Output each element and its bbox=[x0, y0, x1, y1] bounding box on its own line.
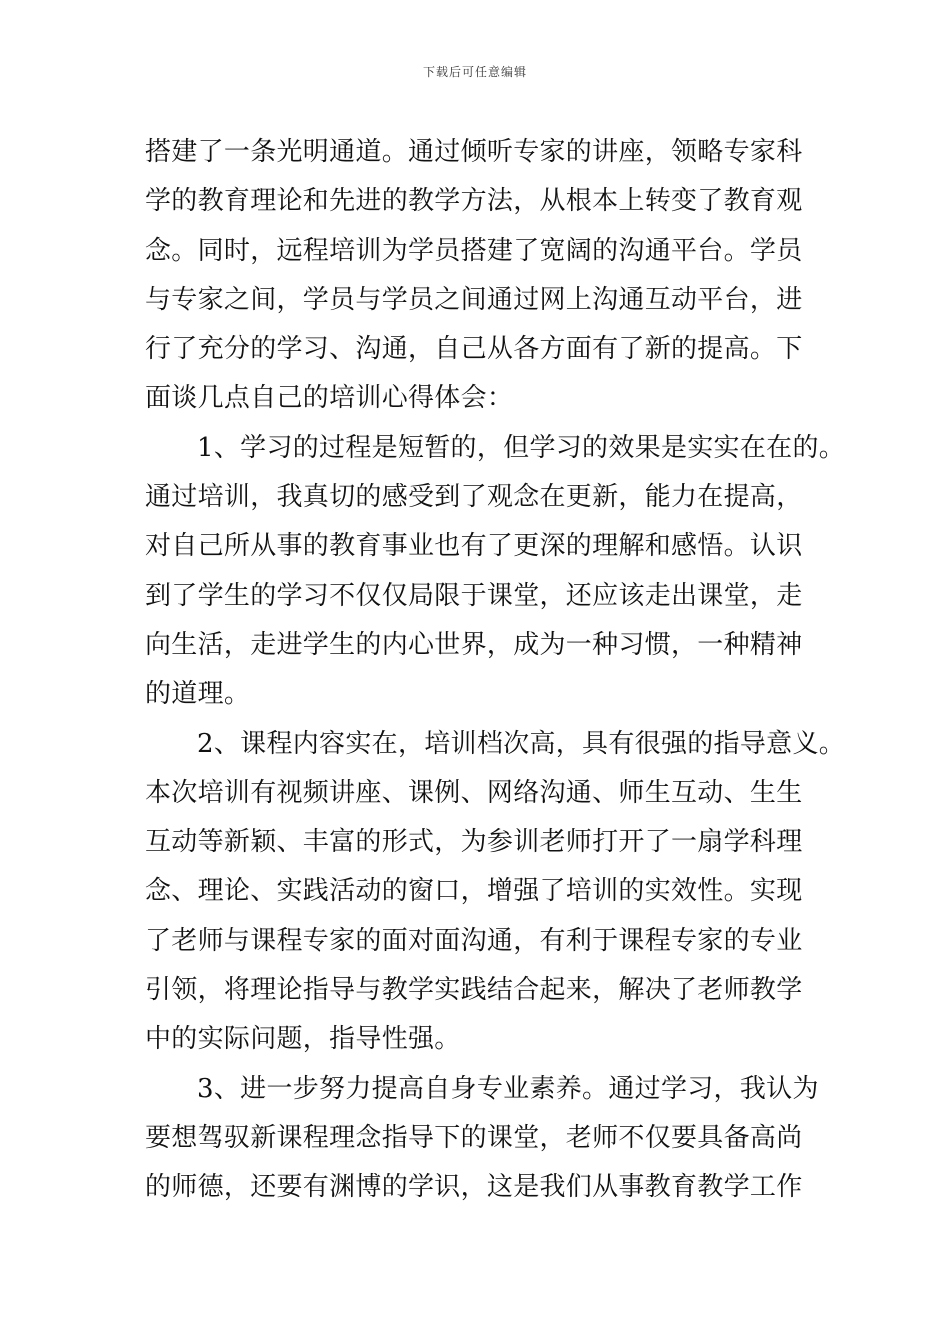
paragraph-first-line: 1、学习的过程是短暂的，但学习的效果是实实在在的。 bbox=[197, 432, 846, 463]
text-line: 搭建了一条光明通道。通过倾听专家的讲座，领略专家科 bbox=[145, 137, 803, 167]
text-line: 与专家之间，学员与学员之间通过网上沟通互动平台，进 bbox=[145, 284, 803, 315]
text-line: 中的实际问题，指导性强。 bbox=[145, 1024, 461, 1055]
text-line: 的师德，还要有渊博的学识，这是我们从事教育教学工作 bbox=[145, 1172, 803, 1203]
text-line: 引领，将理论指导与教学实践结合起来，解决了老师教学 bbox=[145, 975, 803, 1006]
text-line: 对自己所从事的教育事业也有了更深的理解和感悟。认识 bbox=[145, 531, 803, 562]
text-line: 通过培训，我真切的感受到了观念在更新，能力在提高， bbox=[145, 482, 803, 513]
text-line: 本次培训有视频讲座、课例、网络沟通、师生互动、生生 bbox=[145, 777, 803, 808]
text-line: 学的教育理论和先进的教学方法，从根本上转变了教育观 bbox=[145, 186, 803, 217]
text-line: 行了充分的学习、沟通，自己从各方面有了新的提高。下 bbox=[145, 334, 803, 365]
text-line: 了老师与课程专家的面对面沟通，有利于课程专家的专业 bbox=[145, 925, 803, 956]
text-line: 到了学生的学习不仅仅局限于课堂，还应该走出课堂，走 bbox=[145, 580, 803, 611]
paragraph-first-line: 3、进一步努力提高自身专业素养。通过学习，我认为 bbox=[197, 1073, 819, 1104]
text-line: 的道理。 bbox=[145, 679, 251, 710]
text-line: 面谈几点自己的培训心得体会： bbox=[145, 383, 514, 414]
page-header: 下载后可任意编辑 bbox=[422, 65, 527, 79]
text-line: 念。同时，远程培训为学员搭建了宽阔的沟通平台。学员 bbox=[145, 235, 803, 266]
text-line: 向生活，走进学生的内心世界，成为一种习惯，一种精神 bbox=[145, 629, 803, 660]
text-line: 要想驾驭新课程理念指导下的课堂，老师不仅要具备高尚 bbox=[145, 1122, 803, 1153]
document-body bbox=[145, 128, 846, 1213]
text-line: 念、理论、实践活动的窗口，增强了培训的实效性。实现 bbox=[145, 876, 803, 907]
text-line: 互动等新颖、丰富的形式，为参训老师打开了一扇学科理 bbox=[145, 827, 803, 858]
paragraph-first-line: 2、课程内容实在，培训档次高，具有很强的指导意义。 bbox=[197, 728, 846, 759]
